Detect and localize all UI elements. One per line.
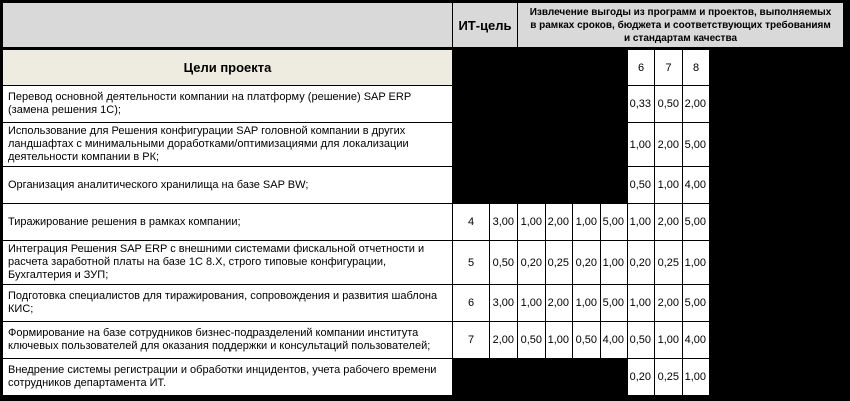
value-cell: 4,00: [683, 167, 710, 204]
value-cell: 0,25: [655, 359, 683, 396]
value-cell: 5,00: [601, 285, 628, 322]
goals-matrix-table: [2, 2, 844, 396]
value-cell: 5,00: [601, 204, 628, 241]
value-cell: 1,00: [546, 322, 573, 359]
goal-cell: Подготовка специалистов для тиражирования, сопровождения и развития шаблона КИС;: [3, 285, 453, 322]
it-goal-header: ИТ-цель: [453, 3, 518, 49]
table-row: [3, 322, 844, 359]
value-cell: 1,00: [601, 241, 628, 285]
hidden-cells: [453, 359, 628, 396]
goal-cell: Формирование на базе сотрудников бизнес-подразделений компании института ключевых пользователей для оказания поддержки и консультаций пользователей;: [3, 322, 453, 359]
goal-cell: Интеграция Решения SAP ERP с внешними системами фискальной отчетности и расчета заработной платы на базе 1С 8.Х, строго типовые конфигурации, Бухгалтерия и ЗУП;: [3, 241, 453, 285]
benefit-header: Извлечение выгоды из программ и проектов, выполняемых в рамках сроков, бюджета и соответствующих требованиям и стандартам качества: [518, 3, 844, 49]
value-cell: 0,33: [628, 86, 655, 123]
hidden-cells: [453, 86, 628, 123]
value-cell: 2,00: [655, 204, 683, 241]
hidden-cell: [710, 241, 844, 285]
hidden-cell: [710, 285, 844, 322]
hidden-cells: [453, 123, 628, 167]
column-number-8: 8: [683, 49, 710, 86]
it-goal-cell: 4: [453, 204, 490, 241]
goals-section-title: Цели проекта: [3, 49, 453, 86]
value-cell: 1,00: [655, 167, 683, 204]
value-cell: 0,50: [573, 322, 601, 359]
value-cell: 0,20: [628, 359, 655, 396]
hidden-cell: [710, 204, 844, 241]
hidden-cell: [710, 359, 844, 396]
value-cell: 1,00: [628, 285, 655, 322]
table-row: [3, 123, 844, 167]
goal-cell: Внедрение системы регистрации и обработки инцидентов, учета рабочего времени сотрудников департамента ИТ.: [3, 359, 453, 396]
table-row: [3, 167, 844, 204]
hidden-cells: [453, 49, 628, 86]
goal-cell: Использование для Решения конфигурации SAP головной компании в других ландшафтах с минимальными доработками/оптимизациями для локализации деятельности компании в РК;: [3, 123, 453, 167]
goal-cell: Перевод основной деятельности компании на платформу (решение) SAP ERP (замена решения 1С);: [3, 86, 453, 123]
value-cell: 2,00: [655, 123, 683, 167]
value-cell: 1,00: [655, 322, 683, 359]
value-cell: 3,00: [490, 285, 518, 322]
value-cell: 2,00: [683, 86, 710, 123]
it-goal-cell: 7: [453, 322, 490, 359]
value-cell: 5,00: [683, 204, 710, 241]
value-cell: 1,00: [573, 285, 601, 322]
it-goal-cell: 5: [453, 241, 490, 285]
hidden-cell: [710, 123, 844, 167]
it-goal-cell: 6: [453, 285, 490, 322]
value-cell: 1,00: [628, 204, 655, 241]
column-number-6: 6: [628, 49, 655, 86]
value-cell: 2,00: [546, 204, 573, 241]
value-cell: 0,50: [628, 322, 655, 359]
value-cell: 0,20: [518, 241, 546, 285]
value-cell: 0,50: [628, 167, 655, 204]
value-cell: 4,00: [683, 322, 710, 359]
value-cell: 2,00: [655, 285, 683, 322]
goal-cell: Организация аналитического хранилища на базе SAP BW;: [3, 167, 453, 204]
table-row: [3, 285, 844, 322]
value-cell: 3,00: [490, 204, 518, 241]
value-cell: 0,50: [518, 322, 546, 359]
value-cell: 1,00: [573, 204, 601, 241]
value-cell: 5,00: [683, 123, 710, 167]
value-cell: 1,00: [518, 285, 546, 322]
value-cell: 1,00: [628, 123, 655, 167]
value-cell: 2,00: [490, 322, 518, 359]
value-cell: 0,50: [490, 241, 518, 285]
hidden-cell: [710, 167, 844, 204]
goal-cell: Тиражирование решения в рамках компании;: [3, 204, 453, 241]
hidden-cell: [710, 49, 844, 86]
value-cell: 1,00: [683, 359, 710, 396]
table-row: [3, 359, 844, 396]
value-cell: 1,00: [518, 204, 546, 241]
value-cell: 0,20: [628, 241, 655, 285]
value-cell: 5,00: [683, 285, 710, 322]
value-cell: 0,25: [655, 241, 683, 285]
table-row: [3, 241, 844, 285]
table-row: [3, 204, 844, 241]
corner-cell: [3, 3, 453, 49]
table-row: [3, 86, 844, 123]
goals-title-row: [3, 49, 844, 86]
column-number-7: 7: [655, 49, 683, 86]
value-cell: 0,25: [546, 241, 573, 285]
table-header-row: [3, 3, 844, 49]
hidden-cells: [453, 167, 628, 204]
hidden-cell: [710, 86, 844, 123]
hidden-cell: [710, 322, 844, 359]
value-cell: 0,50: [655, 86, 683, 123]
value-cell: 2,00: [546, 285, 573, 322]
value-cell: 0,20: [573, 241, 601, 285]
value-cell: 4,00: [601, 322, 628, 359]
value-cell: 1,00: [683, 241, 710, 285]
